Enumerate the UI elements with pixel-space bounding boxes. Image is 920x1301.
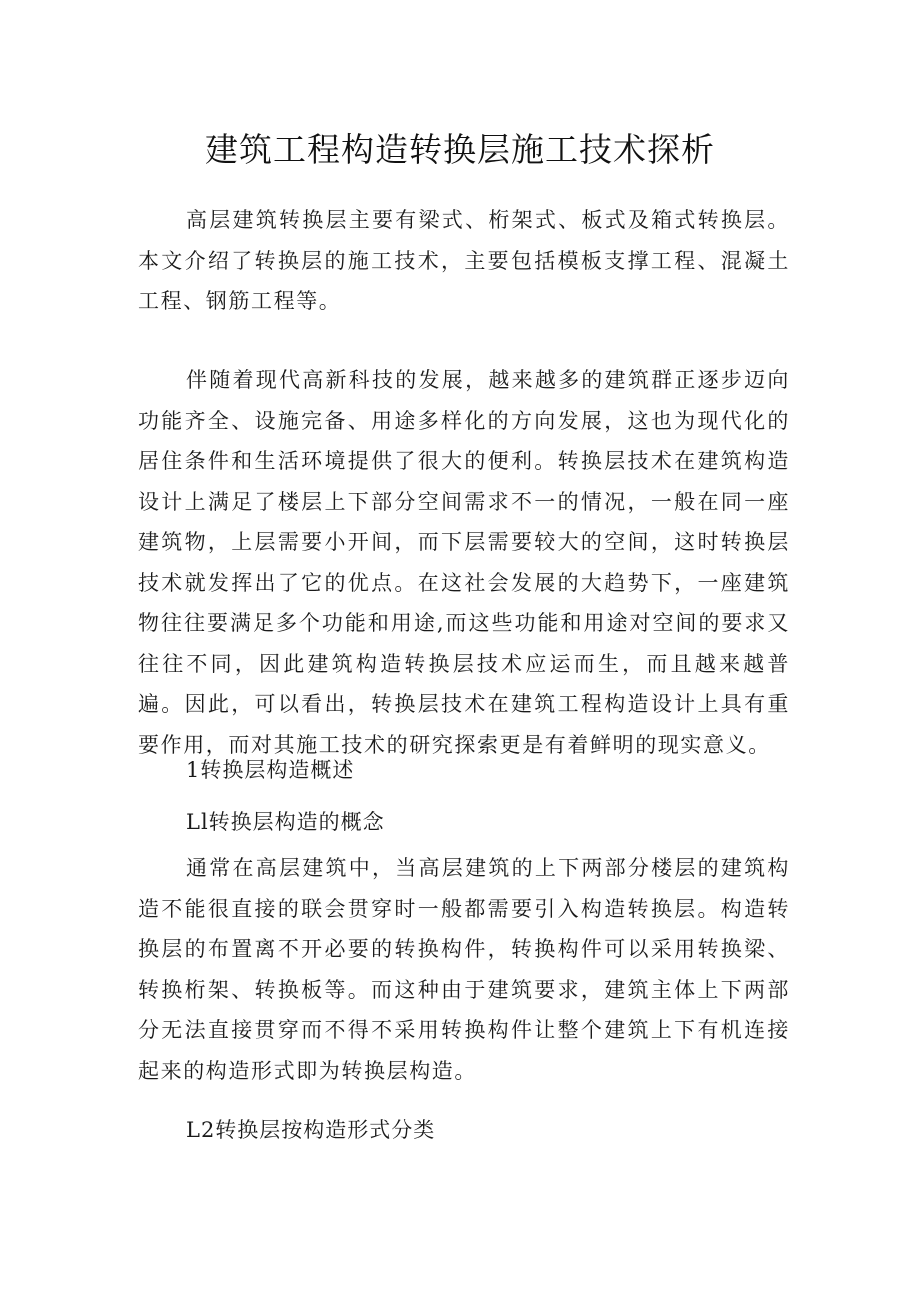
intro-paragraph: 伴随着现代高新科技的发展，越来越多的建筑群正逐步迈向功能齐全、设施完备、用途多样化的方向发展，这也为现代化的居住条件和生活环境提供了很大的便利。转换层技术在建筑构造设计上满足了楼层上下部分空间需求不一的情况，一般在同一座建筑物，上层需要小开间，而下层需要较大的空间，这时转换层技术就发挥出了它的优点。在这社会发展的大趋势下，一座建筑物往往要满足多个功能和用途,而这些功能和用途对空间的要求又往往不同，因此建筑构造转换层技术应运而生，而且越来越普遍。因此，可以看出，转换层技术在建筑工程构造设计上具有重要作用，而对其施工技术的研究探索更是有着鲜明的现实意义。 <box>138 368 790 757</box>
abstract-paragraph: 高层建筑转换层主要有梁式、桁架式、板式及箱式转换层。本文介绍了转换层的施工技术，主要包括模板支撑工程、混凝土工程、钢筋工程等。 <box>138 208 790 313</box>
subsection-heading-1-1: Ll转换层构造的概念 <box>186 810 385 834</box>
subsection-heading-1-2: L2转换层按构造形式分类 <box>186 1118 436 1142</box>
document-title: 建筑工程构造转换层施工技术探析 <box>205 130 715 169</box>
section-heading-1: 1转换层构造概述 <box>186 758 355 782</box>
concept-paragraph: 通常在高层建筑中，当高层建筑的上下两部分楼层的建筑构造不能很直接的联会贯穿时一般都需要引入构造转换层。构造转换层的布置离不开必要的转换构件，转换构件可以采用转换梁、转换桁架、转换板等。而这种由于建筑要求，建筑主体上下两部分无法直接贯穿而不得不采用转换构件让整个建筑上下有机连接起来的构造形式即为转换层构造。 <box>138 856 790 1083</box>
